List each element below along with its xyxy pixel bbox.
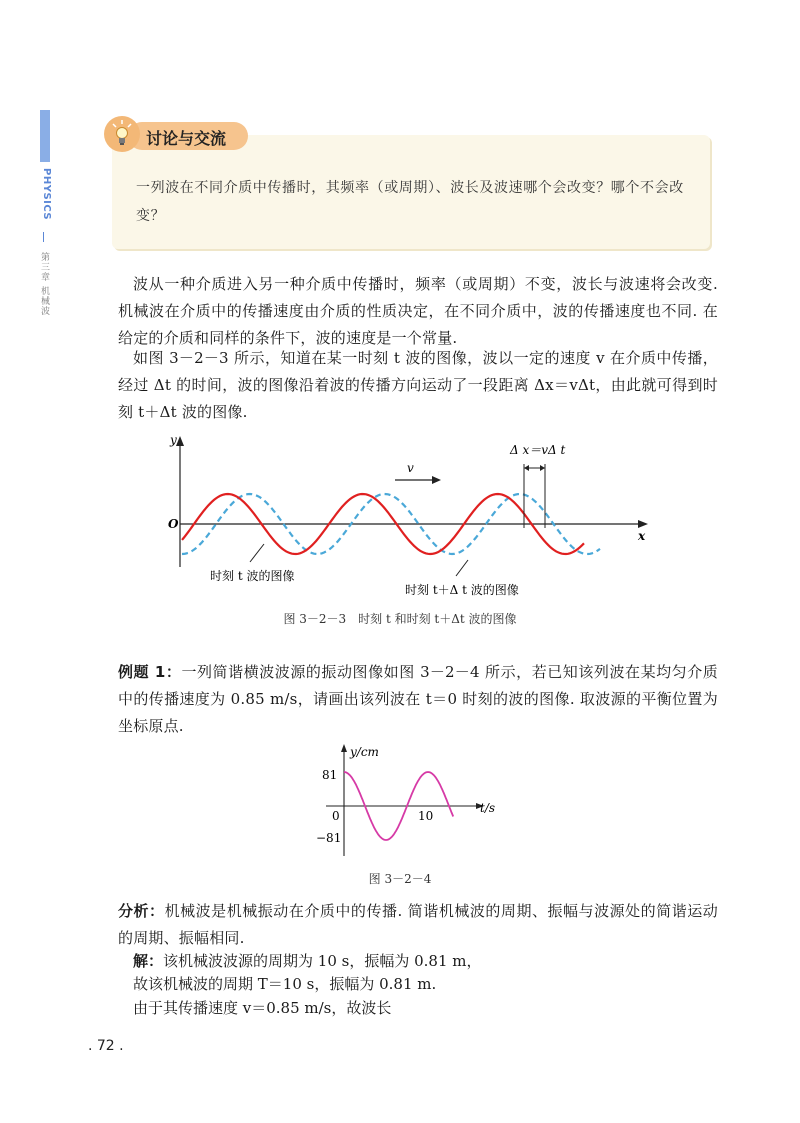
- solution-line-3: 由于其传播速度 v＝0.85 m/s，故波长: [133, 999, 392, 1017]
- y-axis-2-arrow: [341, 744, 347, 752]
- origin-label-2: 0: [332, 809, 340, 823]
- t-tick-10: 10: [418, 809, 434, 823]
- x-axis-label: x: [638, 529, 646, 543]
- side-color-bar: [40, 110, 50, 162]
- y-axis-label: y: [170, 433, 177, 447]
- leader-line-t: [250, 544, 264, 562]
- example-text: 一列简谐横波波源的振动图像如图 3－2－4 所示，若已知该列波在某均匀介质中的传播速度为 0.85 m/s，请画出该列波在 t＝0 时刻的波的图像. 取波源的平衡位置为坐标原点.: [118, 663, 718, 735]
- page-number: . 72 .: [88, 1038, 124, 1054]
- lightbulb-icon: [110, 118, 134, 150]
- side-brand-label: PHYSICS: [41, 168, 52, 221]
- t-axis-label: t/s: [480, 801, 496, 815]
- y-tick-81: 81: [322, 768, 338, 782]
- discussion-title: 讨论与交流: [146, 129, 227, 148]
- x-axis-arrow: [638, 520, 648, 528]
- velocity-arrowhead: [432, 476, 441, 484]
- figure-1-caption: 图 3－2－3 时刻 t 和时刻 t＋Δt 波的图像: [283, 612, 517, 626]
- discussion-text: 一列波在不同介质中传播时，其频率（或周期）、波长及波速哪个会改变？哪个不会改变？: [136, 180, 684, 224]
- delta-x-label: Δ x＝vΔ t: [510, 443, 566, 457]
- side-divider: [43, 232, 44, 242]
- body-paragraph-2: 如图 3－2－3 所示，知道在某一时刻 t 波的图像，波以一定的速度 v 在介质中传播，经过 Δt 的时间，波的图像沿着波的传播方向运动了一段距离 Δx＝vΔt，由此就可得到时刻 t＋Δt 波的图像.: [118, 349, 718, 421]
- example-label: 例题 1：: [118, 663, 182, 681]
- wave-figure: [160, 432, 660, 607]
- y-axis-arrow: [176, 436, 184, 446]
- delta-arrow-right: [540, 465, 545, 471]
- origin-label: O: [168, 517, 179, 531]
- y-tick-neg-81: −81: [316, 831, 342, 845]
- body-paragraph-1: 波从一种介质进入另一种介质中传播时，频率（或周期）不变，波长与波速将会改变. 机械波在介质中的传播速度由介质的性质决定，在不同介质中，波的传播速度也不同. 在给定的介质和同样的条件下，波的速度是一个常量.: [118, 275, 718, 347]
- label-wave-t-dt: 时刻 t＋Δ t 波的图像: [405, 583, 519, 597]
- delta-arrow-left: [524, 465, 529, 471]
- solution-label: 解：: [133, 952, 164, 970]
- analysis-paragraph: [118, 898, 718, 952]
- vibration-graph: [310, 738, 510, 863]
- figure-2-caption: 图 3－2－4: [368, 872, 432, 886]
- solution-line-1: [133, 949, 482, 973]
- analysis-label: 分析：: [118, 902, 165, 920]
- solution-text-1: 该机械波波源的周期为 10 s，振幅为 0.81 m，: [163, 952, 482, 970]
- y-axis-2-label: y/cm: [350, 745, 379, 759]
- label-wave-t: 时刻 t 波的图像: [210, 569, 295, 583]
- solution-line-2: 故该机械波的周期 T＝10 s，振幅为 0.81 m.: [133, 975, 437, 993]
- leader-line-t-dt: [456, 560, 468, 576]
- side-chapter-label: 第三章 机械波: [39, 252, 49, 316]
- example-paragraph: [118, 659, 718, 740]
- velocity-label: v: [407, 461, 414, 475]
- analysis-text: 机械波是机械振动在介质中的传播. 简谐机械波的周期、振幅与波源处的简谐运动的周期、振幅相同.: [118, 902, 718, 947]
